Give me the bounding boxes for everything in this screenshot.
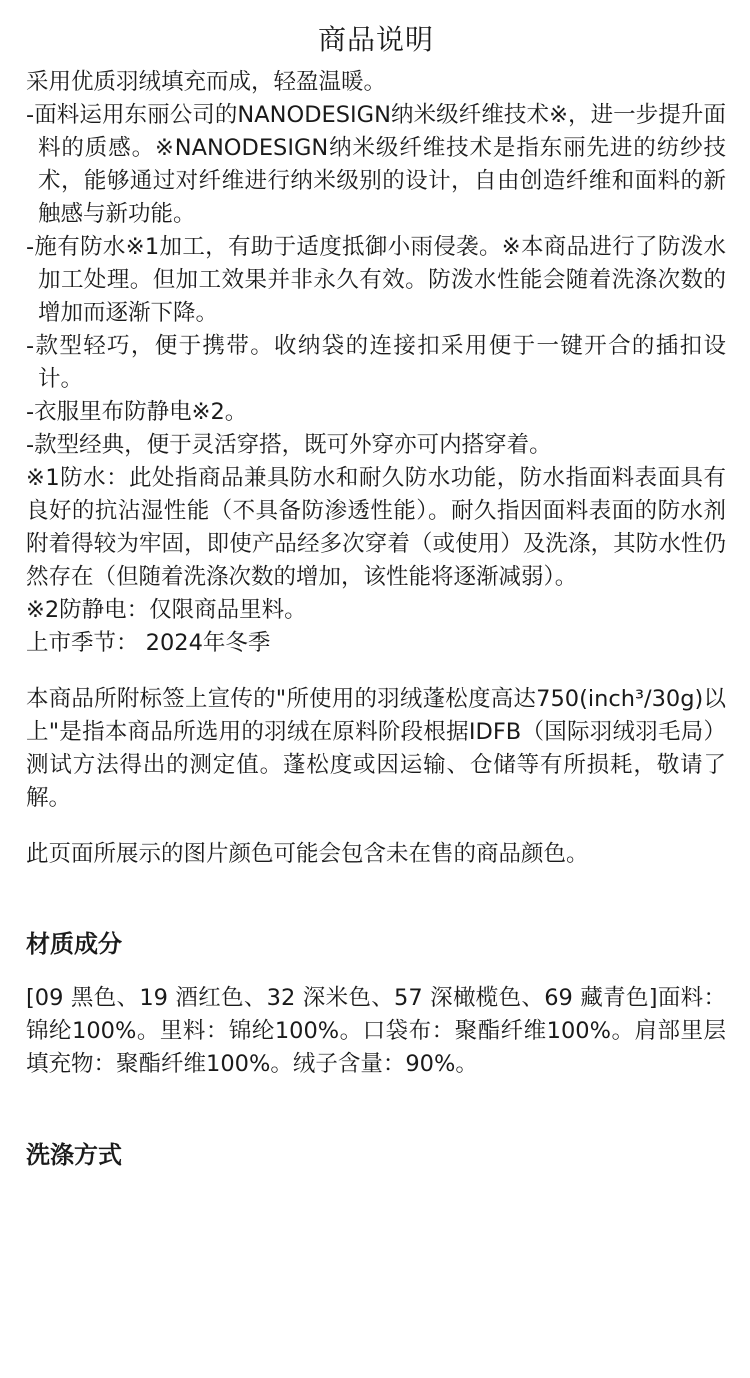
intro-text: 采用优质羽绒填充而成，轻盈温暖。 <box>26 69 387 95</box>
feature-bullet-classic: -款型经典，便于灵活穿搭，既可外穿亦可内搭穿着。 <box>26 432 552 458</box>
material-heading: 材质成分 <box>26 930 122 958</box>
footnote-antistatic: ※2防静电：仅限商品里料。 <box>26 597 307 623</box>
fill-power-note: 本商品所附标签上宣传的"所使用的羽绒蓬松度高达750(inch³/30g)以上"是指本商品所选用的羽绒在原料阶段根据IDFB（国际羽绒羽毛局）测试方法得出的测定值。蓬松度或因运输、仓储等有所损耗，敬请了解。 <box>26 686 726 811</box>
season-text: 上市季节： 2024年冬季 <box>26 630 271 656</box>
color-disclaimer: 此页面所展示的图片颜色可能会包含未在售的商品颜色。 <box>26 841 589 867</box>
page-title: 商品说明 <box>317 23 434 56</box>
footnote-waterproof: ※1防水：此处指商品兼具防水和耐久防水功能，防水指面料表面具有良好的抗沾湿性能（不具备防渗透性能）。耐久指因面料表面的防水剂附着得较为牢固，即使产品经多次穿着（或使用）及洗涤，其防水性仍然存在（但随着洗涤次数的增加，该性能将逐渐减弱）。 <box>26 465 726 590</box>
washing-heading: 洗涤方式 <box>26 1141 122 1169</box>
feature-bullet-portable: -款型轻巧，便于携带。收纳袋的连接扣采用便于一键开合的插扣设计。 <box>26 333 726 392</box>
material-composition: [09 黑色、19 酒红色、32 深米色、57 深橄榄色、69 藏青色]面料：锦纶100%。里料：锦纶100%。口袋布：聚酯纤维100%。肩部里层填充物：聚酯纤维100%。绒子含量：90%。 <box>26 985 726 1077</box>
description-block <box>26 66 726 660</box>
feature-bullet-fabric: -面料运用东丽公司的NANODESIGN纳米级纤维技术※，进一步提升面料的质感。※NANODESIGN纳米级纤维技术是指东丽先进的纺纱技术，能够通过对纤维进行纳米级别的设计，自由创造纤维和面料的新触感与新功能。 <box>26 102 726 227</box>
feature-bullet-antistatic: -衣服里布防静电※2。 <box>26 399 248 425</box>
feature-bullet-waterproof: -施有防水※1加工，有助于适度抵御小雨侵袭。※本商品进行了防泼水加工处理。但加工效果并非永久有效。防泼水性能会随着洗涤次数的增加而逐渐下降。 <box>26 234 726 326</box>
